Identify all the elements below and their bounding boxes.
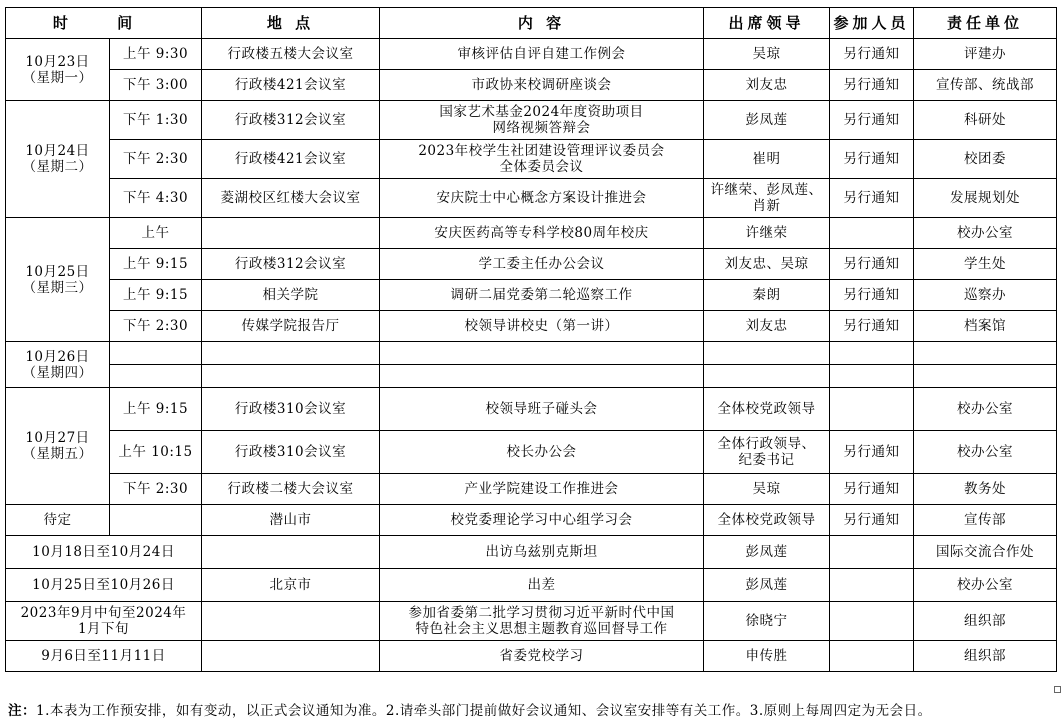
date-cell-line: 10月26日 [25,348,90,365]
leader-cell-line: 全体校党政领导 [717,401,816,417]
date-cell [6,101,110,218]
table-row [6,365,1057,388]
content-cell [380,101,704,140]
place-cell: 行政楼312会议室 [202,101,380,140]
leader-cell [704,249,830,280]
header-participants: 参加人员 [830,8,914,39]
date-cell [6,218,110,342]
header-unit: 责任单位 [914,8,1057,39]
participants-cell: 另行通知 [830,280,914,311]
place-cell [202,365,380,388]
participants-cell [830,569,914,602]
participants-cell: 另行通知 [830,70,914,101]
unit-cell: 科研处 [914,101,1057,140]
content-cell [380,602,704,641]
date-range-cell-line: 2023年9月中旬至2024年 [20,605,187,621]
date-cell-line: 待定 [43,512,72,528]
place-cell: 行政楼二楼大会议室 [202,474,380,505]
schedule-body [6,39,1057,672]
date-cell [6,388,110,505]
place-cell: 北京市 [202,569,380,602]
place-cell: 行政楼五楼大会议室 [202,39,380,70]
table-row [6,280,1057,311]
table-row [6,536,1057,569]
content-cell-line: 安庆院士中心概念方案设计推进会 [436,190,647,206]
schedule-table [5,7,1057,672]
time-cell: 下午 2:30 [110,311,202,342]
leader-cell-line: 申传胜 [745,648,788,664]
participants-cell: 另行通知 [830,39,914,70]
unit-cell: 学生处 [914,249,1057,280]
table-resize-handle[interactable] [1054,686,1061,693]
leader-cell-line: 刘友忠 [745,318,788,334]
leader-cell [704,70,830,101]
date-cell-line: 10月23日 [25,53,90,70]
time-cell [110,342,202,365]
date-cell-line: （星期三） [22,279,93,296]
content-cell-line: 省委党校学习 [499,648,584,664]
time-cell: 下午 4:30 [110,179,202,218]
leader-cell-line: 许继荣、彭凤莲、 [710,182,823,198]
content-cell-line: 全体委员会议 [499,159,584,175]
content-cell [380,569,704,602]
unit-cell: 宣传部、统战部 [914,70,1057,101]
content-cell-line: 校党委理论学习中心组学习会 [450,512,633,528]
content-cell [380,311,704,342]
table-row [6,602,1057,641]
table-row [6,179,1057,218]
time-cell: 上午 9:15 [110,388,202,431]
content-cell [380,218,704,249]
place-cell: 传媒学院报告厅 [202,311,380,342]
date-cell-line: （星期一） [22,69,93,86]
content-cell [380,249,704,280]
date-cell-line: 10月25日 [25,263,90,280]
table-row [6,218,1057,249]
content-cell-line: 出访乌兹别克斯坦 [485,544,598,560]
leader-cell [704,342,830,365]
table-row [6,311,1057,342]
participants-cell: 另行通知 [830,101,914,140]
place-cell: 行政楼421会议室 [202,70,380,101]
participants-cell [830,342,914,365]
place-cell [202,218,380,249]
participants-cell [830,641,914,672]
place-cell: 菱湖校区红楼大会议室 [202,179,380,218]
leader-cell-line: 秦朗 [752,287,781,303]
content-cell [380,365,704,388]
unit-cell: 组织部 [914,602,1057,641]
time-cell [110,505,202,536]
leader-cell-line: 吴琼 [752,481,781,497]
content-cell [380,536,704,569]
place-cell: 行政楼312会议室 [202,249,380,280]
content-cell-line: 出差 [527,577,556,593]
header-row [6,8,1057,39]
date-range-cell-line: 10月18日至10月24日 [32,544,175,560]
unit-cell: 评建办 [914,39,1057,70]
leader-cell [704,39,830,70]
place-cell [202,536,380,569]
leader-cell-line: 刘友忠、吴琼 [724,256,809,272]
unit-cell: 发展规划处 [914,179,1057,218]
participants-cell: 另行通知 [830,474,914,505]
leader-cell [704,311,830,342]
leader-cell-line: 纪委书记 [738,452,795,468]
place-cell: 行政楼310会议室 [202,431,380,474]
leader-cell-line: 崔明 [752,151,781,167]
unit-cell: 巡察办 [914,280,1057,311]
date-cell [6,505,110,536]
unit-cell: 校办公室 [914,388,1057,431]
participants-cell: 另行通知 [830,431,914,474]
time-cell: 上午 [110,218,202,249]
place-cell: 潜山市 [202,505,380,536]
table-row [6,342,1057,365]
time-cell: 下午 3:00 [110,70,202,101]
place-cell [202,602,380,641]
time-cell: 上午 9:15 [110,249,202,280]
leader-cell [704,505,830,536]
table-row [6,140,1057,179]
leader-cell [704,365,830,388]
place-cell: 行政楼310会议室 [202,388,380,431]
participants-cell: 另行通知 [830,249,914,280]
unit-cell: 档案馆 [914,311,1057,342]
leader-cell-line: 吴琼 [752,46,781,62]
unit-cell: 校团委 [914,140,1057,179]
unit-cell [914,365,1057,388]
content-cell-line: 调研二届党委第二轮巡察工作 [450,287,633,303]
date-range-cell-line: 9月6日至11月11日 [41,648,166,664]
participants-cell [830,536,914,569]
leader-cell [704,536,830,569]
leader-cell [704,280,830,311]
leader-cell [704,431,830,474]
table-row [6,39,1057,70]
unit-cell: 教务处 [914,474,1057,505]
content-cell-line: 审核评估自评自建工作例会 [457,46,626,62]
leader-cell-line: 徐晓宁 [745,613,788,629]
content-cell [380,342,704,365]
time-cell: 下午 2:30 [110,140,202,179]
participants-cell [830,602,914,641]
content-cell [380,641,704,672]
unit-cell: 校办公室 [914,218,1057,249]
table-row [6,474,1057,505]
table-row [6,569,1057,602]
leader-cell [704,388,830,431]
date-range-cell [6,569,202,602]
table-row [6,249,1057,280]
date-range-cell-line: 10月25日至10月26日 [32,577,175,593]
content-cell-line: 国家艺术基金2024年度资助项目 [439,104,644,120]
date-range-cell [6,602,202,641]
date-cell [6,342,110,388]
time-cell: 上午 9:30 [110,39,202,70]
footnote [8,699,932,719]
content-cell [380,179,704,218]
content-cell-line: 网络视频答辩会 [492,120,591,136]
table-row [6,431,1057,474]
date-cell-line: （星期二） [22,159,93,175]
leader-cell-line: 彭凤莲 [745,112,788,128]
content-cell [380,431,704,474]
content-cell [380,70,704,101]
participants-cell: 另行通知 [830,140,914,179]
header-content: 内 容 [380,8,704,39]
leader-cell [704,602,830,641]
content-cell [380,39,704,70]
leader-cell [704,474,830,505]
unit-cell [914,342,1057,365]
content-cell-line: 学工委主任办公会议 [478,256,605,272]
participants-cell: 另行通知 [830,505,914,536]
unit-cell: 国际交流合作处 [914,536,1057,569]
participants-cell: 另行通知 [830,179,914,218]
leader-cell-line: 刘友忠 [745,77,788,93]
place-cell: 相关学院 [202,280,380,311]
content-cell-line: 参加省委第二批学习贯彻习近平新时代中国 [408,605,675,621]
table-row [6,388,1057,431]
leader-cell-line: 彭凤莲 [745,544,788,560]
table-row [6,505,1057,536]
time-cell: 上午 10:15 [110,431,202,474]
content-cell [380,388,704,431]
header-leader: 出席领导 [704,8,830,39]
unit-cell: 校办公室 [914,431,1057,474]
date-cell-line: （星期四） [22,364,93,381]
leader-cell [704,101,830,140]
content-cell-line: 市政协来校调研座谈会 [471,77,612,93]
leader-cell-line: 许继荣 [745,225,788,241]
leader-cell-line: 彭凤莲 [745,577,788,593]
table-row [6,70,1057,101]
participants-cell: 另行通知 [830,311,914,342]
time-cell [110,365,202,388]
date-range-cell [6,641,202,672]
time-cell: 下午 2:30 [110,474,202,505]
time-cell: 下午 1:30 [110,101,202,140]
place-cell [202,641,380,672]
unit-cell: 组织部 [914,641,1057,672]
content-cell [380,474,704,505]
date-cell [6,39,110,101]
header-place: 地 点 [202,8,380,39]
leader-cell-line: 肖新 [752,198,781,214]
content-cell-line: 2023年校学生社团建设管理评议委员会 [418,143,665,159]
content-cell [380,280,704,311]
footnote-text: 1.本表为工作预安排，如有变动，以正式会议通知为准。2.请牵头部门提前做好会议通知、会议室安排等有关工作。3.原则上每周四定为无会日。 [36,703,932,719]
header-time: 时 间 [6,8,202,39]
leader-cell-line: 全体行政领导、 [717,436,816,452]
content-cell-line: 安庆医药高等专科学校80周年校庆 [434,225,649,241]
footnote-label: 注： [8,703,36,719]
content-cell-line: 校领导班子碰头会 [485,401,598,417]
date-cell-line: 10月24日 [25,143,90,159]
content-cell-line: 特色社会主义思想主题教育巡回督导工作 [415,621,668,637]
place-cell: 行政楼421会议室 [202,140,380,179]
date-cell-line: （星期五） [22,446,93,462]
content-cell-line: 校长办公会 [506,444,577,460]
leader-cell [704,179,830,218]
date-cell-line: 10月27日 [25,430,90,446]
leader-cell [704,140,830,179]
unit-cell: 校办公室 [914,569,1057,602]
table-row [6,641,1057,672]
time-cell: 上午 9:15 [110,280,202,311]
leader-cell [704,218,830,249]
content-cell [380,140,704,179]
table-row [6,101,1057,140]
date-range-cell-line: 1月下旬 [77,621,130,637]
date-range-cell [6,536,202,569]
unit-cell: 宣传部 [914,505,1057,536]
participants-cell [830,365,914,388]
content-cell-line: 校领导讲校史（第一讲） [464,318,619,334]
content-cell-line: 产业学院建设工作推进会 [464,481,619,497]
leader-cell-line: 全体校党政领导 [717,512,816,528]
participants-cell [830,218,914,249]
leader-cell [704,641,830,672]
participants-cell [830,388,914,431]
content-cell [380,505,704,536]
place-cell [202,342,380,365]
leader-cell [704,569,830,602]
